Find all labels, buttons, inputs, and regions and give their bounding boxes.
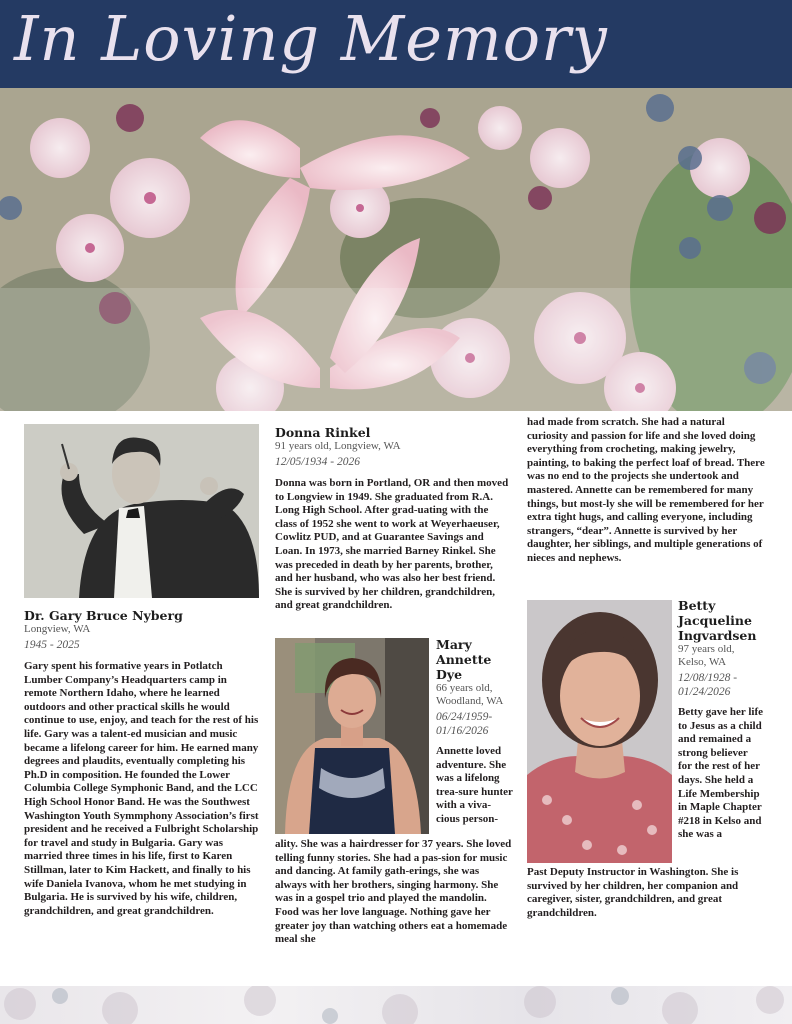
image-fade-overlay	[0, 288, 792, 411]
obit-dates: 1945 - 2025	[24, 639, 80, 651]
obit-location: 66 years old, Woodland, WA	[436, 682, 504, 707]
obit-name-line2: Jacqueline	[678, 613, 752, 628]
obit-dates: 12/08/1928 - 01/24/2026	[678, 672, 738, 698]
obit-location: Longview, WA	[24, 623, 91, 635]
photo-betty-ingvardsen	[527, 600, 672, 863]
obit-gary-nyberg	[24, 608, 260, 918]
obit-body-side: Annette loved adventure. She was a lifelong trea-sure hunter with a viva-cious person-	[436, 745, 513, 825]
obit-body: Donna was born in Portland, OR and then moved to Longview in 1949. She graduated from R.A. Long High School. After grad-uating with the class of 1952 she went to work at Weyerhaeuser, Cowlitz PUD, and at Guarantee Savings and Loan. In 1973, she married Barney Rinkel. She was preceded in death by her parents, brother, and her husband, who was also her best friend. She is survived by her children, grandchildren, and great grandchildren.	[275, 477, 509, 612]
obit-name-line3: Dye	[436, 667, 463, 682]
obit-betty-ingvardsen	[678, 598, 764, 842]
obit-body-continued: had made from scratch. She had a natural curiosity and passion for life and she loved doing everything from crocheting, making jewelry, painting, to baking the perfect loaf of bread. There was no end to the projects she undertook and mastered. Annette can be remembered for many things, but most-ly she will be remembered for her extra tight hugs, and calling everyone, including strangers, “dear”. Annette is survived by her daughter, her siblings, and multiple generations of nieces and nephews.	[527, 416, 765, 564]
obit-location: 97 years old, Kelso, WA	[678, 643, 735, 668]
obit-dates: 06/24/1959-01/16/2026	[436, 711, 493, 737]
obit-name-line1: Betty	[678, 598, 716, 613]
obit-dates: 12/05/1934 - 2026	[275, 456, 360, 468]
obit-body-bottom: ality. She was a hairdresser for 37 years. She loved telling funny stories. She had a pas-sion for music and dancing. At family gath-erings, she was always with her brothers, singing harmony. She was in a gospel trio and played the mandolin. Food was her love language. Nothing gave her greater joy than watching others eat a homemade meal she	[275, 838, 512, 946]
floral-header-image	[0, 88, 792, 411]
page-title: In Loving Memory	[14, 2, 608, 75]
obit-name: Dr. Gary Bruce Nyberg	[24, 608, 183, 623]
obit-location: 91 years old, Longview, WA	[275, 440, 401, 452]
obit-name-line1: Mary	[436, 637, 472, 652]
photo-mary-annette-dye	[275, 638, 429, 834]
obit-body-bottom: Past Deputy Instructor in Washington. She is survived by her children, her companion and caregiver, sister, grandchildren, and great grandchildren.	[527, 866, 739, 919]
obit-name-line2: Annette	[436, 652, 492, 667]
obit-name-line3: Ingvardsen	[678, 628, 757, 643]
header-banner	[0, 0, 792, 88]
obit-donna-rinkel	[275, 425, 511, 613]
obit-mary-annette-dye	[436, 637, 514, 827]
obit-body: Gary spent his formative years in Potlatch Lumber Company’s Headquarters camp in remote Northern Idaho, where he learned outdoors and other practical skills he would continue to use, enjoy, and teach for the rest of his life. Gary was a talent-ed musician and music became a lifelong career for him. He earned many degrees and plaudits, eventually completing his Ph.D in composition. He founded the Lower Columbia College Symphonic Band, and the LCC High School Honor Band. He was the Southwest Washington Youth Symmphony Association’s first president and he received a Fulbright Scholarship for travel and study in Bulgaria. Gary was married three times in his life, first to Karen Stillman, later to Kim Hackett, and finally to his wife Daniela Ivanova, whom he met studying in Bulgaria. He is survived by his wife, children, grandchildren, and great grandchildren.	[24, 660, 259, 917]
footer-floral-strip	[0, 986, 792, 1024]
obit-betty-ingvardsen-continued	[527, 866, 765, 920]
obit-body-side: Betty gave her life to Jesus as a child and remained a strong believer for the rest of her days. She held a Life Membership in Maple Chapter #218 in Kelso and she was a	[678, 706, 764, 841]
obit-name: Donna Rinkel	[275, 425, 371, 440]
obit-mary-annette-dye-column3	[527, 416, 765, 566]
obit-mary-annette-dye-continued	[275, 838, 513, 947]
photo-gary-nyberg	[24, 424, 259, 598]
